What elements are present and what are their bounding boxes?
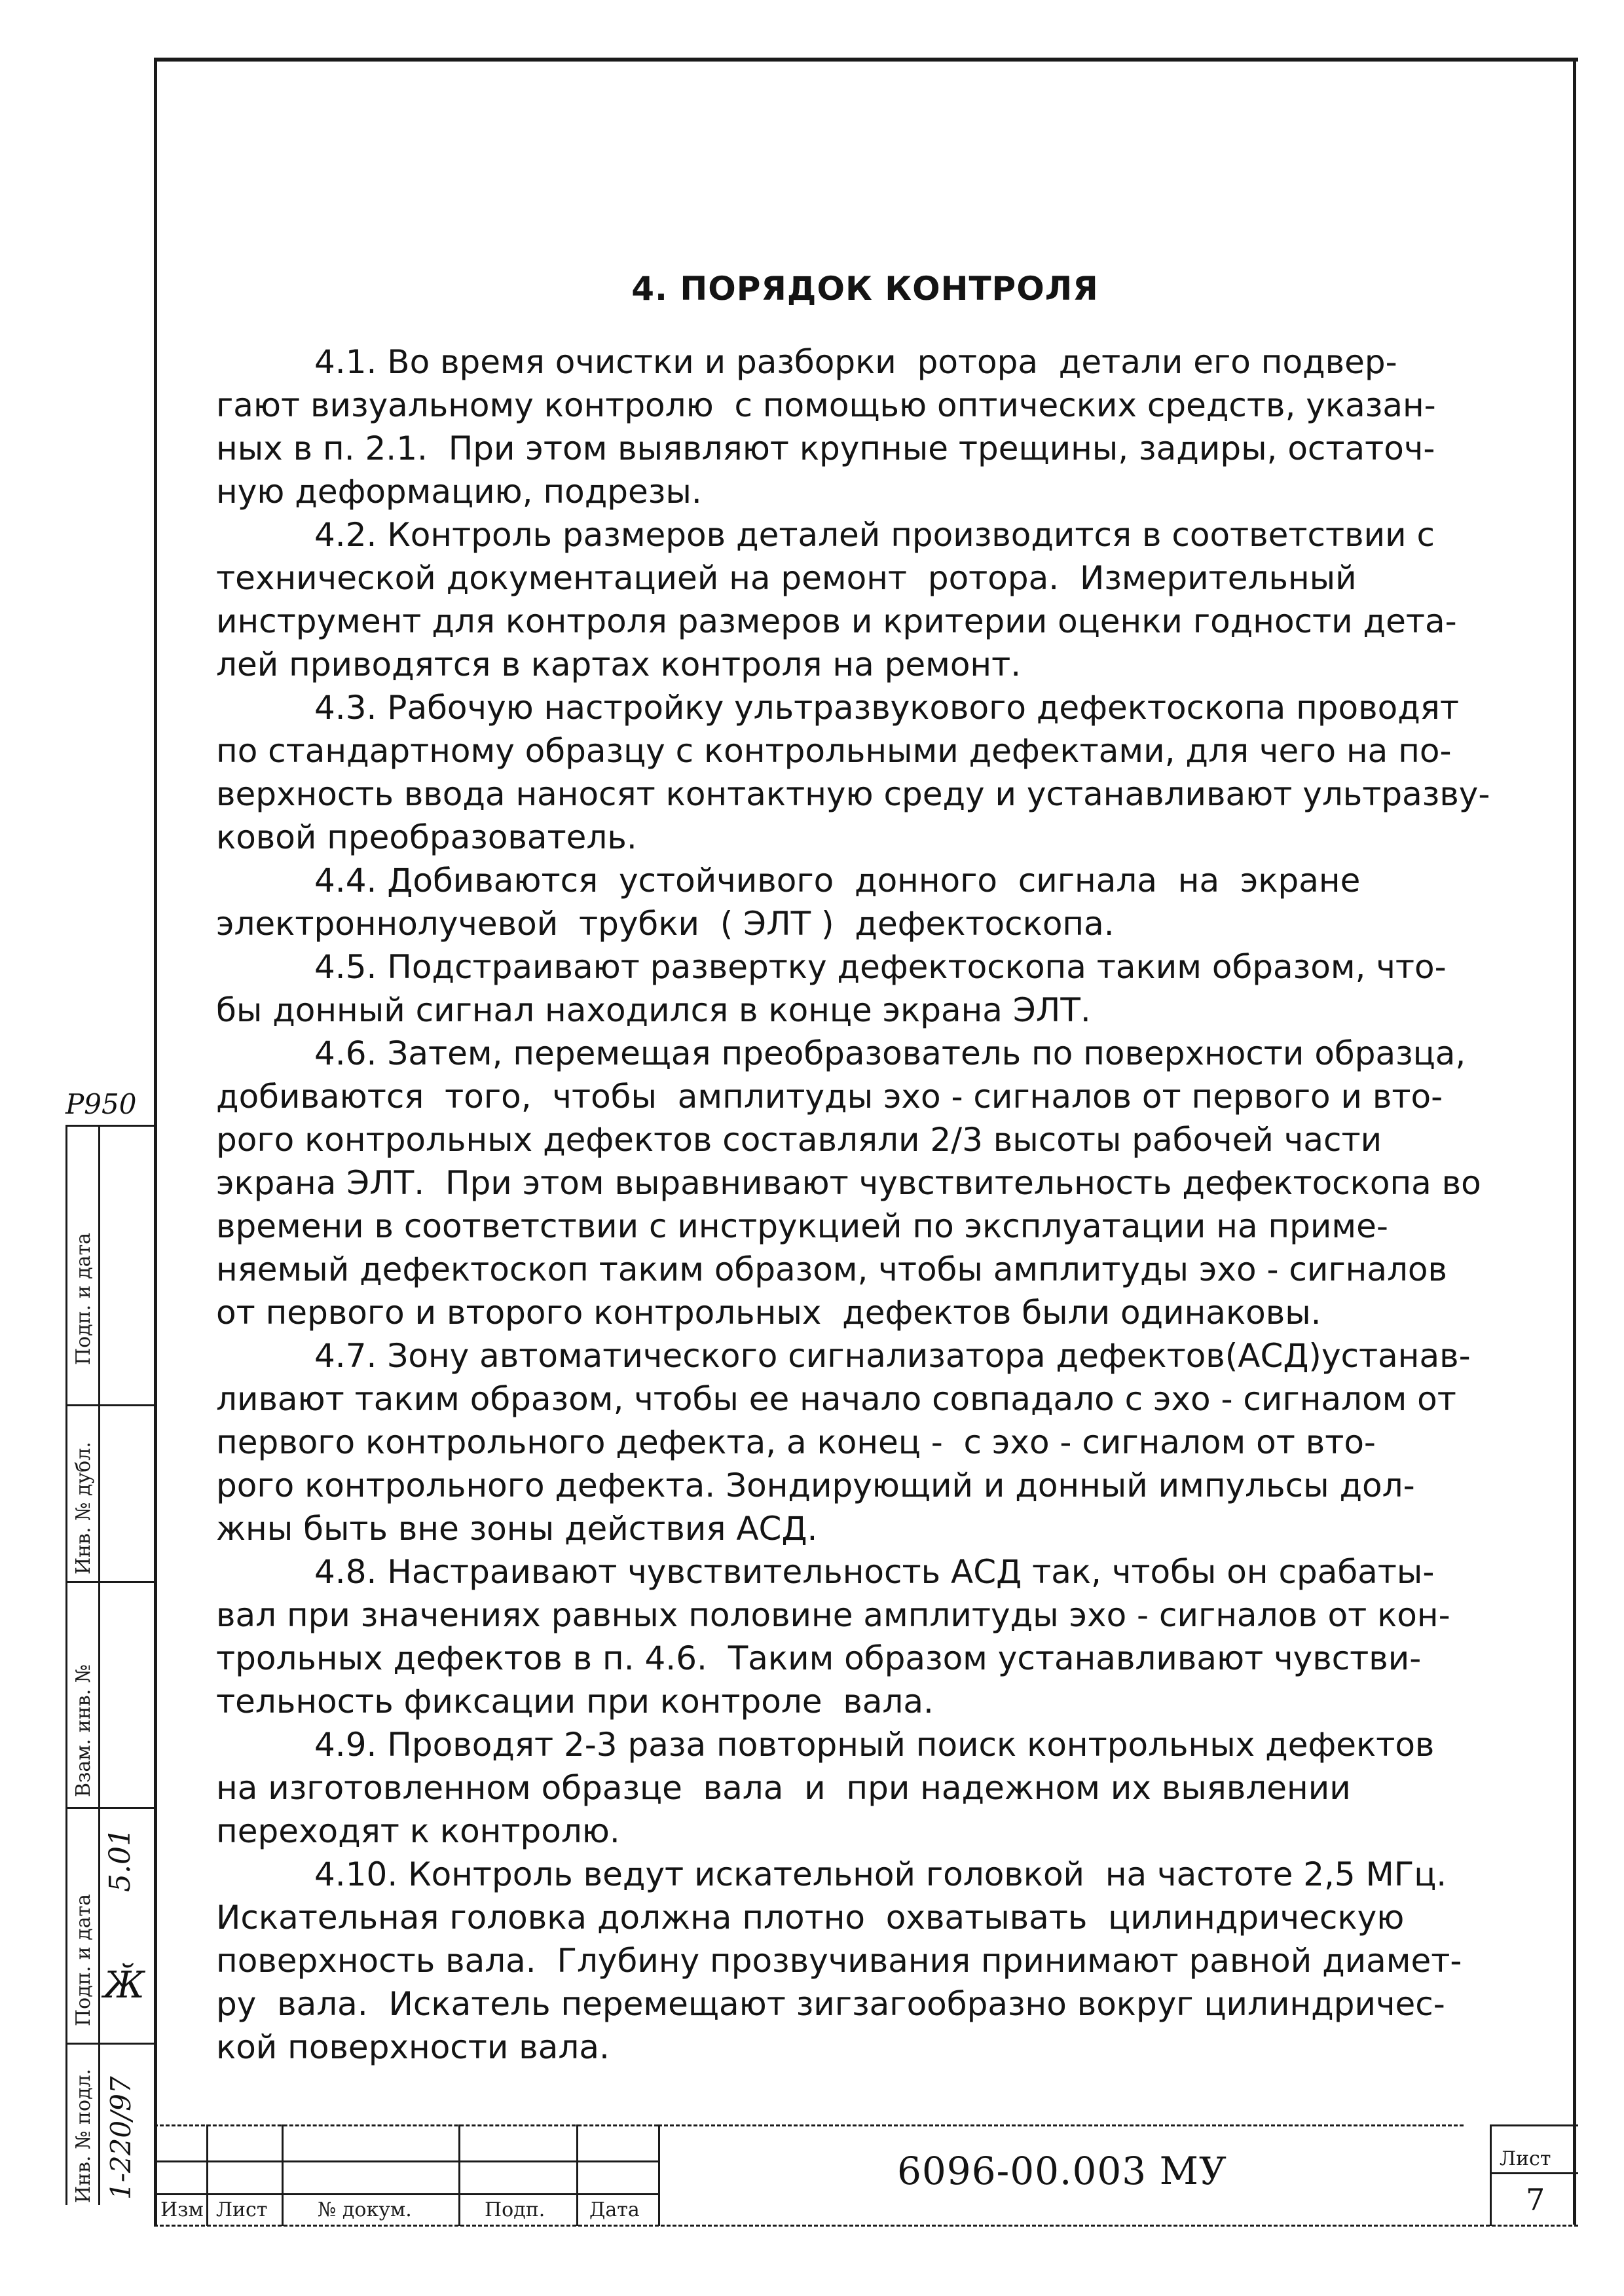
text-line: 4.3. Рабочую настройку ультразвукового дефектоскопа проводят: [314, 689, 1459, 727]
text-line: по стандартному образцу с контрольными дефектами, для чего на по-: [216, 732, 1452, 770]
paragraph: [216, 945, 1460, 1032]
title-block-col-line: [282, 2124, 284, 2226]
paragraph: [216, 340, 1460, 513]
text-line: первого контрольного дефекта, а конец - с эхо - сигналом от вто-: [216, 1423, 1376, 1461]
body-text: [216, 340, 1490, 2069]
title-block-line: [658, 2124, 1464, 2126]
paragraph: [216, 1334, 1471, 1550]
section-heading: 4. ПОРЯДОК КОНТРОЛЯ: [631, 270, 1099, 308]
column-label-sheet: Лист: [216, 2198, 268, 2221]
text-line: гают визуальному контролю с помощью оптических средств, указан-: [216, 386, 1436, 424]
margin-divider: [65, 1581, 154, 1583]
margin-label-dup-inv: Инв. № дубл.: [72, 1442, 95, 1575]
sheet-label: Лист: [1500, 2147, 1551, 2170]
title-block-line: [1490, 2124, 1578, 2126]
title-block-line: [154, 2124, 658, 2126]
text-line: верхность ввода наносят контактную среду и устанавливают ультразву-: [216, 775, 1490, 813]
column-label-date: Дата: [589, 2198, 640, 2221]
text-line: вал при значениях равных половине амплитуды эхо - сигналов от кон-: [216, 1596, 1450, 1634]
handwritten-date: 5.01: [103, 1828, 137, 1892]
handwritten-signature: Ӂ: [103, 1964, 145, 2007]
column-label-doc-number: № докум.: [318, 2198, 412, 2221]
text-line: добиваются того, чтобы амплитуды эхо - сигналов от первого и вто-: [216, 1078, 1443, 1116]
text-line: 4.8. Настраивают чувствительность АСД так, чтобы он срабаты-: [314, 1553, 1435, 1591]
paragraph: [216, 1853, 1460, 2069]
text-line: лей приводятся в картах контроля на ремонт.: [216, 646, 1022, 683]
text-line: ковой преобразователь.: [216, 818, 637, 856]
text-line: поверхность вала. Глубину прозвучивания принимают равной диамет-: [216, 1942, 1462, 1980]
text-line: ную деформацию, подрезы.: [216, 473, 702, 511]
text-line: времени в соответствии с инструкцией по эксплуатации на приме-: [216, 1207, 1388, 1245]
margin-divider: [65, 2043, 154, 2045]
text-line: 4.9. Проводят 2-3 раза повторный поиск контрольных дефектов: [314, 1726, 1435, 1764]
text-line: ных в п. 2.1. При этом выявляют крупные трещины, задиры, остаточ-: [216, 429, 1435, 467]
text-line: Искательная головка должна плотно охватывать цилиндрическую: [216, 1899, 1405, 1937]
paragraph: [216, 1032, 1481, 1334]
handwritten-mark: P950: [65, 1088, 137, 1120]
title-block-col-line: [576, 2124, 578, 2226]
text-line: бы донный сигнал находился в конце экрана ЭЛТ.: [216, 991, 1091, 1029]
text-line: 4.10. Контроль ведут искательной головкой на частоте 2,5 МГц.: [314, 1855, 1447, 1893]
margin-divider: [65, 1807, 154, 1809]
text-line: рого контрольных дефектов составляли 2/3 высоты рабочей части: [216, 1121, 1382, 1159]
title-block-col-line: [206, 2124, 208, 2226]
column-label-change: Изм: [160, 2198, 204, 2221]
document-code: 6096-00.003 МУ: [897, 2149, 1227, 2193]
text-line: 4.5. Подстраивают развертку дефектоскопа таким образом, что-: [314, 948, 1447, 986]
text-line: от первого и второго контрольных дефектов были одинаковы.: [216, 1294, 1321, 1332]
text-line: 4.2. Контроль размеров деталей производится в соответствии с: [314, 516, 1435, 554]
text-line: 4.4. Добиваются устойчивого донного сигнала на экране: [314, 862, 1361, 900]
column-label-signature: Подп.: [485, 2198, 545, 2221]
text-line: трольных дефектов в п. 4.6. Таким образом устанавливают чувстви-: [216, 1639, 1422, 1677]
title-block-line: [154, 2193, 658, 2195]
text-line: технической документацией на ремонт ротора. Измерительный: [216, 559, 1357, 597]
margin-label-sign-date: Подп. и дата: [72, 1232, 95, 1365]
text-line: на изготовленном образце вала и при надежном их выявлении: [216, 1769, 1351, 1807]
paragraph: [216, 686, 1490, 859]
title-block-col-line: [658, 2124, 660, 2226]
title-block-line: [154, 2160, 658, 2162]
paragraph: [216, 513, 1460, 686]
text-line: кой поверхности вала.: [216, 2028, 610, 2066]
text-line: няемый дефектоскоп таким образом, чтобы амплитуды эхо - сигналов: [216, 1250, 1447, 1288]
text-line: ру вала. Искатель перемещают зигзагообразно вокруг цилиндричес-: [216, 1985, 1445, 2023]
margin-divider: [65, 1404, 154, 1406]
paragraph: [216, 1723, 1460, 1853]
text-line: жны быть вне зоны действия АСД.: [216, 1510, 818, 1548]
title-block-line: [1490, 2172, 1578, 2174]
paragraph: [216, 859, 1460, 945]
text-line: ливают таким образом, чтобы ее начало совпадало с эхо - сигналом от: [216, 1380, 1456, 1418]
text-line: тельность фиксации при контроле вала.: [216, 1683, 934, 1721]
title-block-bottom-line: [154, 2225, 1578, 2227]
margin-label-replace-inv: Взам. инв. №: [72, 1664, 95, 1797]
text-line: 4.1. Во время очистки и разборки ротора детали его подвер-: [314, 343, 1397, 381]
text-line: рого контрольного дефекта. Зондирующий и донный импульсы дол-: [216, 1467, 1415, 1504]
title-block-col-line: [458, 2124, 460, 2226]
paragraph: [216, 1550, 1460, 1723]
text-line: инструмент для контроля размеров и критерии оценки годности дета-: [216, 602, 1457, 640]
text-line: электроннолучевой трубки ( ЭЛТ ) дефектоскопа.: [216, 905, 1115, 943]
margin-label-sign-date-2: Подп. и дата: [72, 1893, 95, 2026]
text-line: 4.7. Зону автоматического сигнализатора дефектов(АСД)устанав-: [314, 1337, 1471, 1375]
text-line: переходят к контролю.: [216, 1812, 620, 1850]
margin-label-orig-inv: Инв. № подл.: [72, 2068, 95, 2203]
text-line: экрана ЭЛТ. При этом выравнивают чувствительность дефектоскопа во: [216, 1164, 1481, 1202]
title-block-col-line: [1490, 2124, 1492, 2226]
sheet-number: 7: [1526, 2182, 1545, 2217]
text-line: 4.6. Затем, перемещая преобразователь по поверхности образца,: [314, 1034, 1466, 1072]
handwritten-inventory-number: 1-220/97: [105, 2076, 137, 2200]
